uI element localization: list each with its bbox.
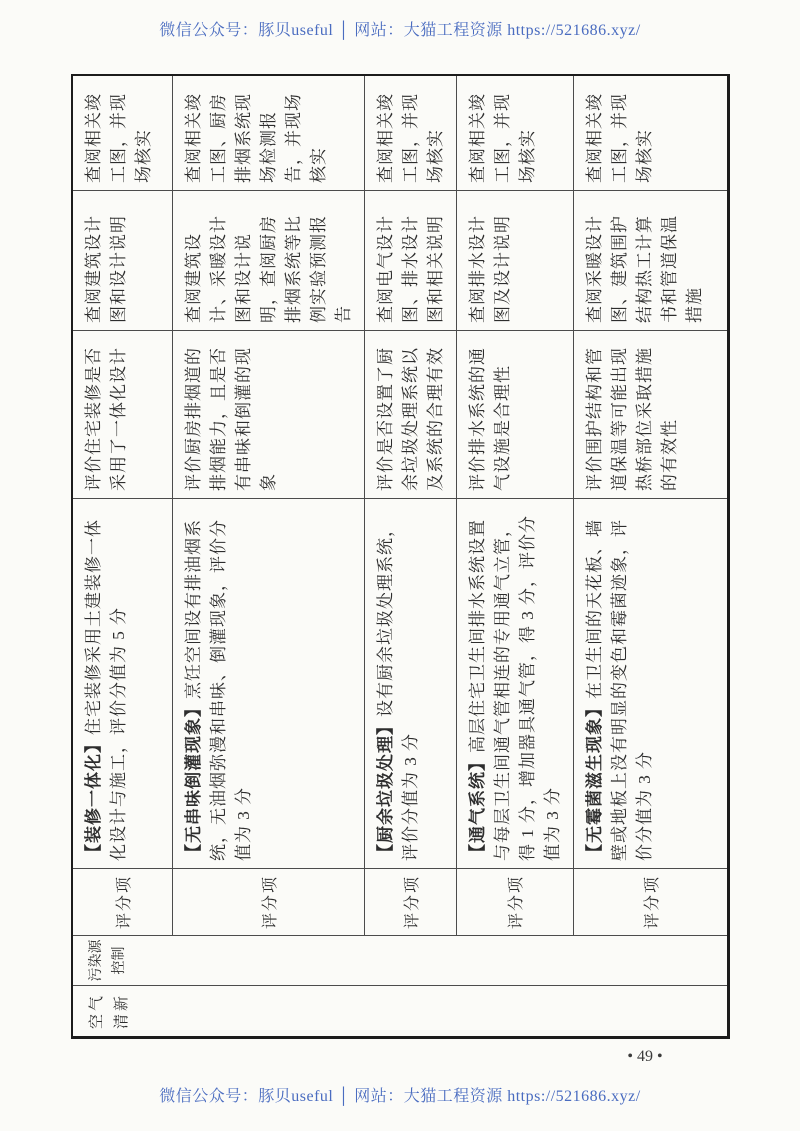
item-tag-2: 【无串味倒灌现象】 (183, 699, 203, 861)
cell-item-1 (72, 499, 172, 869)
cell-item-5 (573, 499, 728, 869)
cell-documents-5: 查阅采暖设计图、建筑围护结构热工计算书和管道保温措施 (573, 191, 728, 331)
page-header-watermark: 微信公众号：豚贝useful │ 网站：大猫工程资源 https://521686.xyz/ (159, 22, 641, 39)
page-footer-watermark: 微信公众号：豚贝useful │ 网站：大猫工程资源 https://521686.xyz/ (159, 1088, 641, 1105)
cell-evaluation-1: 评价住宅装修是否采用了一体化设计 (72, 331, 172, 499)
cell-item-2 (172, 499, 364, 869)
item-tag-5: 【无霉菌滋生现象】 (584, 699, 604, 861)
cell-evaluation-3: 评价是否设置了厨余垃圾处理系统以及系统的合理有效 (364, 331, 456, 499)
item-text-4: 高层住宅卫生间排水系统设置与每层卫生间通气管相连的专用通气立管，得 1 分，增加器具通气管，得 3 分，评价分值为 3 分 (467, 515, 562, 861)
scoring-table (71, 75, 730, 1040)
cell-documents-1: 查阅建筑设计图和设计说明 (72, 191, 172, 331)
cell-score-type-2: 评分项 (172, 869, 364, 936)
cell-evaluation-5: 评价围护结构和管道保温等可能出现热桥部位采取措施的有效性 (573, 331, 728, 499)
item-text-2: 烹饪空间设有排油烟系统，无油烟弥漫和串味、倒灌现象，评价分值为 3 分 (183, 519, 253, 861)
cell-documents-3: 查阅电气设计图、排水设计图和相关说明 (364, 191, 456, 331)
item-text-1: 住宅装修采用土建装修一体化设计与施工，评价分值为 5 分 (84, 519, 128, 861)
cell-verification-4: 查阅相关竣工图，并现场核实 (456, 76, 573, 191)
cell-subcategory: 污染源控制 (72, 936, 728, 986)
cell-verification-5: 查阅相关竣工图，并现场核实 (573, 76, 728, 191)
cell-category: 空气清新 (72, 986, 728, 1038)
cell-evaluation-4: 评价排水系统的通气设施是合理性 (456, 331, 573, 499)
rotated-table-region (71, 77, 704, 1039)
cell-score-type-5: 评分项 (573, 869, 728, 936)
item-tag-1: 【装修一体化】 (84, 735, 103, 861)
item-text-3: 设有厨余垃圾处理系统，评价分值为 3 分 (375, 519, 420, 861)
cell-score-type-1: 评分项 (72, 869, 172, 936)
cell-item-4 (456, 499, 573, 869)
item-text-5: 在卫生间的天花板、墙壁或地板上没有明显的变色和霉菌迹象，评价分值为 3 分 (584, 519, 654, 861)
cell-score-type-4: 评分项 (456, 869, 573, 936)
page-number: • 49 • (627, 1048, 663, 1065)
cell-verification-1: 查阅相关竣工图，并现场核实 (72, 76, 172, 191)
cell-evaluation-2: 评价厨房排烟道的排烟能力，且是否有串味和倒灌的现象 (172, 331, 364, 499)
cell-verification-3: 查阅相关竣工图，并现场核实 (364, 76, 456, 191)
cell-score-type-3: 评分项 (364, 869, 456, 936)
cell-item-3 (364, 499, 456, 869)
cell-documents-2: 查阅建筑设计、采暖设计图和设计说明，查阅厨房排烟系统等比例实验预测报告 (172, 191, 364, 331)
item-tag-3: 【厨余垃圾处理】 (375, 717, 395, 861)
cell-documents-4: 查阅排水设计图及设计说明 (456, 191, 573, 331)
item-tag-4: 【通气系统】 (467, 753, 487, 861)
cell-verification-2: 查阅相关竣工图、厨房排烟系统现场检测报告，并现场核实 (172, 76, 364, 191)
